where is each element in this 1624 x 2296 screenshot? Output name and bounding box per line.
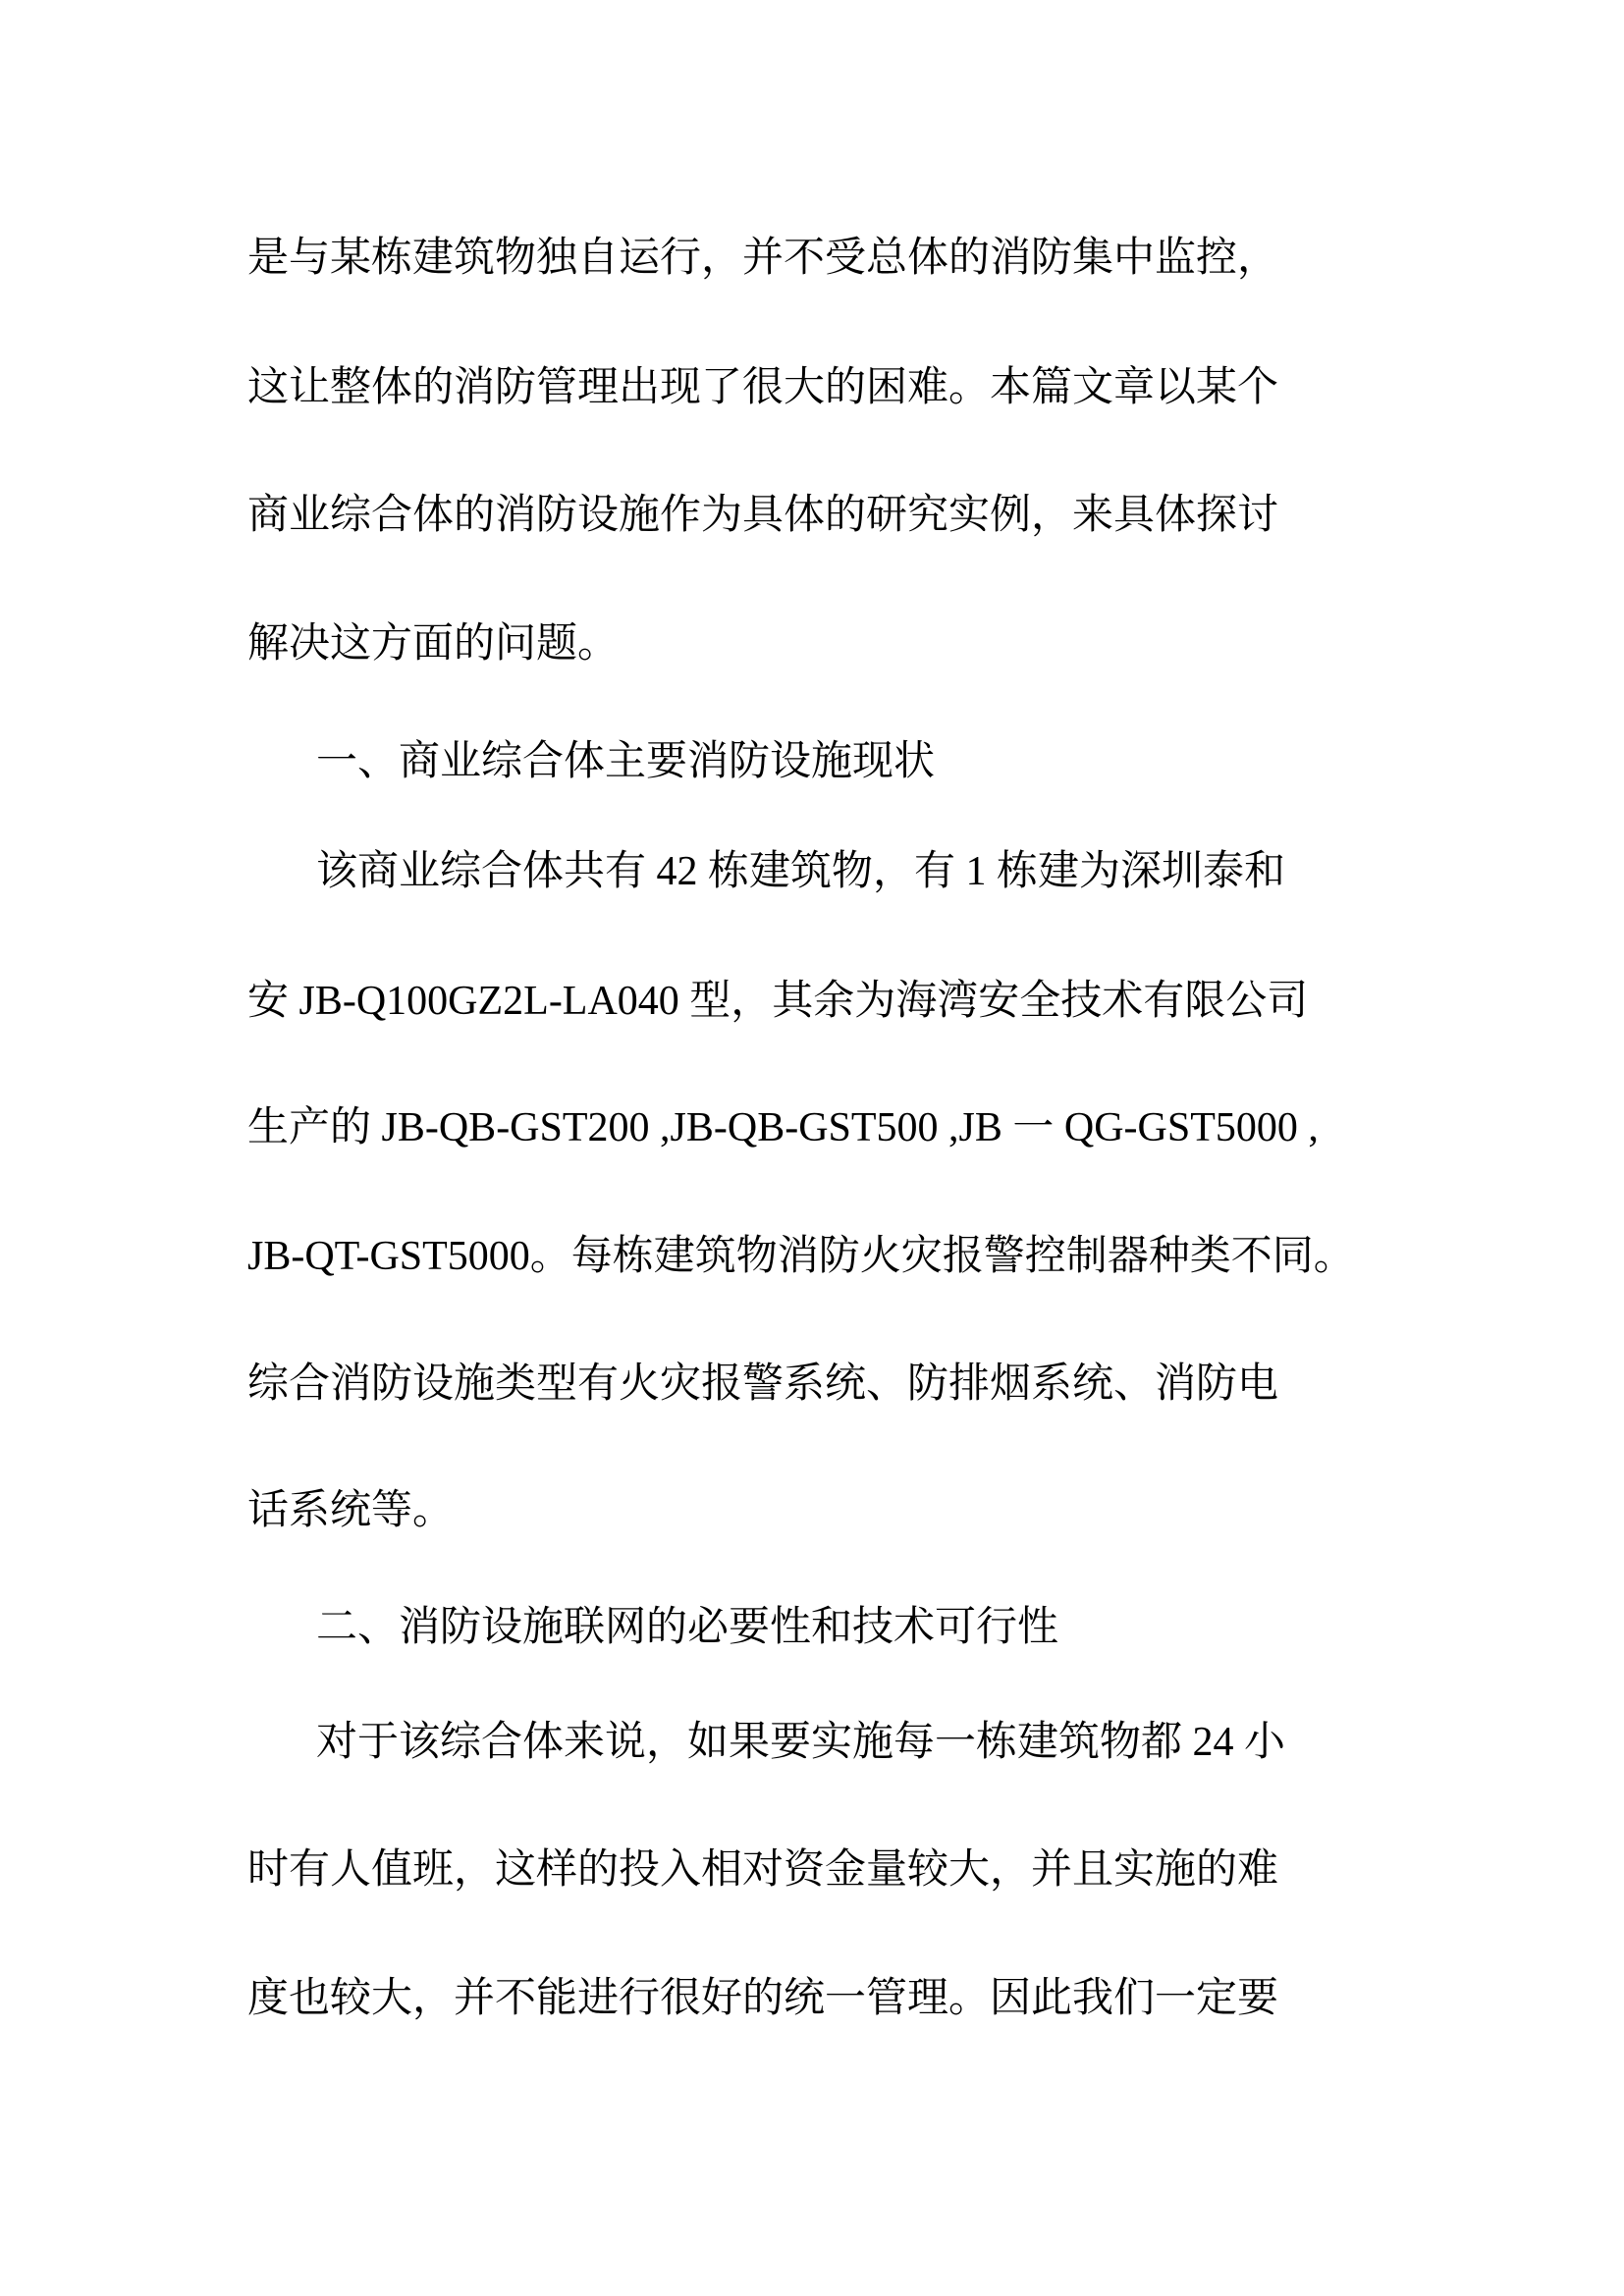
paragraph-line: 是与某栋建筑物独自运行，并不受总体的消防集中监控， [247,236,1279,281]
paragraph-line: 商业综合体的消防设施作为具体的研究实例，来具体探讨 [247,493,1279,538]
paragraph-line: 综合消防设施类型有火灾报警系统、防排烟系统、消防电 [247,1362,1279,1407]
paragraph-line: 该商业综合体共有 42 栋建筑物，有 1 栋建为深圳泰和 [316,849,1286,894]
section-heading-2: 二、消防设施联网的必要性和技术可行性 [316,1605,1059,1650]
paragraph-line: 话系统等。 [247,1488,455,1533]
paragraph-line: JB-QT-GST5000。每栋建筑物消防火灾报警控制器种类不同。 [247,1234,1355,1279]
paragraph-line: 解决这方面的问题。 [247,621,620,667]
paragraph-line: 对于该综合体来说，如果要实施每一栋建筑物都 24 小 [316,1720,1286,1765]
section-heading-1: 一、商业综合体主要消防设施现状 [316,739,936,784]
paragraph-line: 生产的 JB-QB-GST200 ,JB-QB-GST500 ,JB 一 QG-GST5000 , [247,1105,1319,1150]
paragraph-line: 度也较大，并不能进行很好的统一管理。因此我们一定要 [247,1976,1279,2021]
paragraph-line: 时有人值班，这样的投入相对资金量较大，并且实施的难 [247,1847,1279,1893]
paragraph-line: 这让整体的消防管理出现了很大的困难。本篇文章以某个 [247,365,1279,410]
paragraph-line: 安 JB-Q100GZ2L-LA040 型，其余为海湾安全技术有限公司 [247,979,1309,1024]
